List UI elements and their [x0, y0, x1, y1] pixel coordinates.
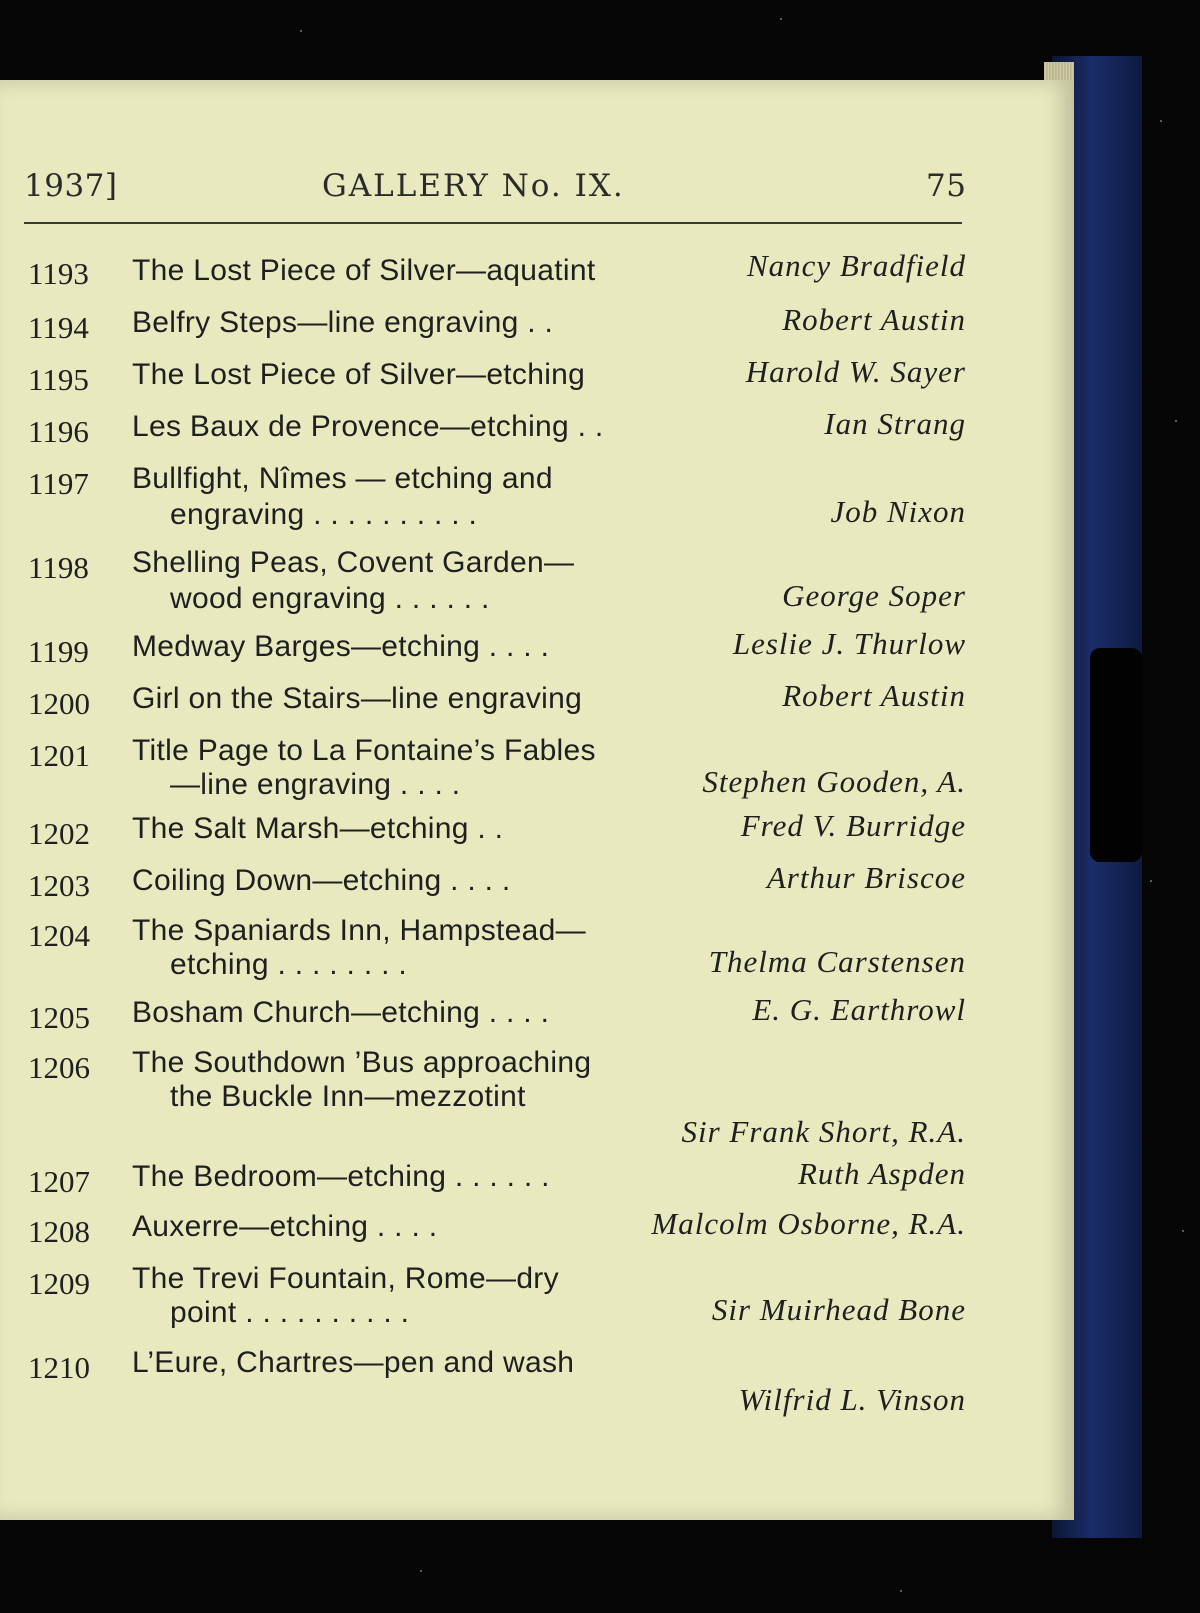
entry-artist: Ian Strang	[824, 406, 966, 441]
entry-artist: Arthur Briscoe	[766, 860, 966, 895]
entry-title: Bosham Church—etching . . . .	[132, 996, 550, 1029]
entry-title: L’Eure, Chartres—pen and wash	[132, 1346, 575, 1379]
entry-artist: E. G. Earthrowl	[752, 992, 966, 1027]
entry-number: 1209	[28, 1266, 90, 1301]
entry-title-continuation: point . . . . . . . . . .	[170, 1296, 410, 1329]
entry-number: 1199	[28, 634, 89, 669]
entry-number: 1202	[28, 816, 90, 851]
entry-title: Coiling Down—etching . . . .	[132, 864, 511, 897]
entry-artist: Robert Austin	[782, 302, 966, 337]
entry-title: The Lost Piece of Silver—etching	[132, 358, 586, 391]
background-speck	[780, 18, 782, 20]
entry-title: Belfry Steps—line engraving . .	[132, 306, 554, 339]
entry-artist: Leslie J. Thurlow	[732, 626, 966, 661]
entry-artist: Malcolm Osborne, R.A.	[651, 1206, 966, 1241]
background-speck	[420, 1570, 422, 1572]
entry-number: 1195	[28, 362, 89, 397]
entry-title: The Bedroom—etching . . . . . .	[132, 1160, 550, 1193]
page-number: 75	[926, 168, 967, 204]
entry-artist: Job Nixon	[830, 494, 966, 529]
entry-number: 1210	[28, 1350, 90, 1385]
entry-title-continuation: —line engraving . . . .	[170, 768, 461, 801]
entry-number: 1197	[28, 466, 89, 501]
entry-title: The Southdown ’Bus approaching	[132, 1046, 592, 1079]
entry-artist: Robert Austin	[782, 678, 966, 713]
background-speck	[900, 1590, 902, 1592]
entry-artist: Wilfrid L. Vinson	[738, 1382, 966, 1417]
entry-artist: Stephen Gooden, A.	[702, 764, 966, 799]
entry-title: Girl on the Stairs—line engraving	[132, 682, 583, 715]
background-speck	[1182, 1230, 1184, 1232]
entry-number: 1206	[28, 1050, 90, 1085]
entry-number: 1193	[28, 256, 89, 291]
entry-artist: Thelma Carstensen	[708, 944, 966, 979]
entry-artist: Ruth Aspden	[798, 1156, 966, 1191]
entry-artist: Sir Muirhead Bone	[711, 1292, 966, 1327]
entry-title: Les Baux de Provence—etching . .	[132, 410, 604, 443]
entry-title: Title Page to La Fontaine’s Fables	[132, 734, 596, 767]
entry-title: Shelling Peas, Covent Garden—	[132, 546, 575, 579]
background-speck	[1175, 420, 1177, 422]
entry-artist: Nancy Bradfield	[746, 248, 966, 283]
background-speck	[1150, 880, 1152, 882]
entry-title: The Spaniards Inn, Hampstead—	[132, 914, 586, 947]
background-speck	[1160, 120, 1162, 122]
entry-number: 1207	[28, 1164, 90, 1199]
entry-number: 1204	[28, 918, 90, 953]
header-rule	[24, 222, 962, 224]
entry-number: 1200	[28, 686, 90, 721]
entry-number: 1201	[28, 738, 90, 773]
entry-title-continuation: wood engraving . . . . . .	[170, 582, 490, 615]
entry-number: 1203	[28, 868, 90, 903]
entry-artist: Sir Frank Short, R.A.	[681, 1114, 966, 1149]
entry-number: 1194	[28, 310, 89, 345]
entry-title-continuation: etching . . . . . . . .	[170, 948, 407, 981]
entry-title: The Salt Marsh—etching . .	[132, 812, 504, 845]
entry-title: Medway Barges—etching . . . .	[132, 630, 550, 663]
entry-number: 1205	[28, 1000, 90, 1035]
header-title: GALLERY No. IX.	[322, 168, 625, 204]
entry-title-continuation: engraving . . . . . . . . . .	[170, 498, 478, 531]
book-clip	[1090, 648, 1142, 862]
entry-title: The Lost Piece of Silver—aquatint	[132, 254, 596, 287]
entry-number: 1196	[28, 414, 89, 449]
background-speck	[300, 30, 302, 32]
entry-artist: George Soper	[782, 578, 966, 613]
entry-title-continuation: the Buckle Inn—mezzotint	[170, 1080, 526, 1113]
entry-title: Auxerre—etching . . . .	[132, 1210, 438, 1243]
entry-number: 1198	[28, 550, 89, 585]
entry-artist: Harold W. Sayer	[745, 354, 966, 389]
header-year: 1937]	[24, 168, 118, 204]
entry-artist: Fred V. Burridge	[740, 808, 966, 843]
entry-title: The Trevi Fountain, Rome—dry	[132, 1262, 559, 1295]
entry-number: 1208	[28, 1214, 90, 1249]
entry-title: Bullfight, Nîmes — etching and	[132, 462, 553, 495]
